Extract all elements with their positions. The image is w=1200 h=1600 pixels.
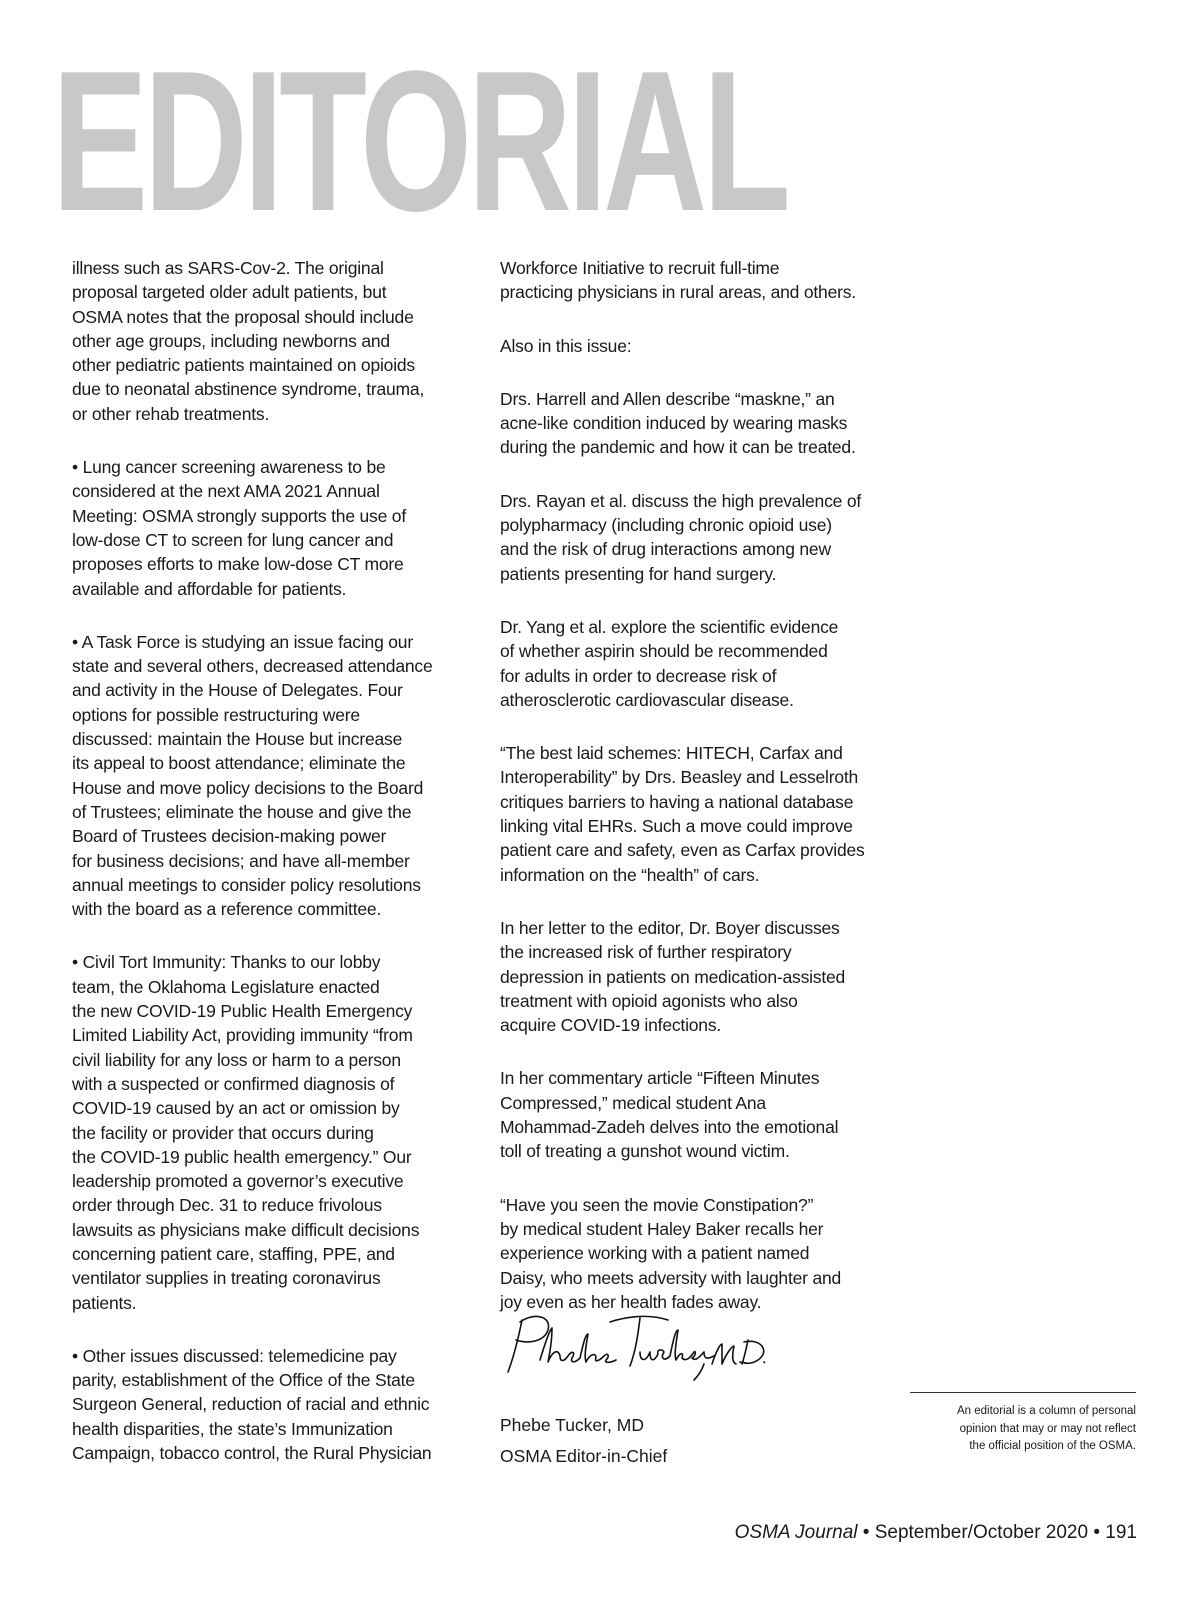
- editor-name: Phebe Tucker, MD: [500, 1415, 644, 1435]
- right-paragraph-8: In her commentary article “Fifteen Minutes Compressed,” medical student Ana Mohammad-Zadeh delves into the emotional toll of treating a gunshot wound victim.: [500, 1068, 839, 1162]
- section-masthead: EDITORIAL: [52, 30, 787, 253]
- right-paragraph-1: Workforce Initiative to recruit full-time practicing physicians in rural areas, and others.: [500, 258, 856, 303]
- footer-separator: •: [857, 1522, 875, 1543]
- left-paragraph-5: • Other issues discussed: telemedicine pay parity, establishment of the Office of the State Surgeon General, reduction of racial and ethnic health disparities, the state’s Immunization Campaign, tobacco control, the Rural Physician: [72, 1345, 432, 1464]
- left-column: [72, 256, 467, 1494]
- left-paragraph-3: • A Task Force is studying an issue facing our state and several others, decreased attendance and activity in the House of Delegates. Four options for possible restructuring were discussed: maintain the House but increase its appeal to boost attendance; eliminate the House and move policy decisions to the Board of Trustees; eliminate the house and give the Board of Trustees decision-making power for business decisions; and have all-member annual meetings to consider policy resolutions with the board as a reference committee.: [72, 631, 433, 920]
- issue-date: September/October 2020: [874, 1522, 1089, 1543]
- footer-separator-2: •: [1088, 1522, 1106, 1543]
- right-paragraph-6: “The best laid schemes: HITECH, Carfax and Interoperability” by Drs. Beasley and Lesselroth critiques barriers to having a national database linking vital EHRs. Such a move could improve patient care and safety, even as Carfax provides information on the “health” of cars.: [500, 743, 865, 885]
- journal-name: OSMA Journal: [734, 1522, 858, 1543]
- left-paragraph-1: illness such as SARS-Cov-2. The original proposal targeted older adult patients, but OSMA notes that the proposal should include other age groups, including newborns and other pediatric patients maintained on opioids due to neonatal abstinence syndrome, trauma, or other rehab treatments.: [72, 258, 425, 424]
- right-column: [500, 256, 900, 1343]
- right-paragraph-4: Drs. Rayan et al. discuss the high prevalence of polypharmacy (including chronic opioid use) and the risk of drug interactions among new patients presenting for hand surgery.: [500, 490, 862, 584]
- page-number: 191: [1105, 1522, 1137, 1543]
- right-paragraph-5: Dr. Yang et al. explore the scientific evidence of whether aspirin should be recommended for adults in order to decrease risk of atherosclerotic cardiovascular disease.: [500, 616, 839, 710]
- right-paragraph-7: In her letter to the editor, Dr. Boyer discusses the increased risk of further respiratory depression in patients on medication-assisted treatment with opioid agonists who also acquire COVID-19 infections.: [500, 917, 846, 1036]
- handwritten-signature: [500, 1300, 770, 1390]
- right-paragraph-2: Also in this issue:: [500, 335, 632, 356]
- right-paragraph-3: Drs. Harrell and Allen describe “maskne,” an acne-like condition induced by wearing masks during the pandemic and how it can be treated.: [500, 388, 856, 458]
- editorial-disclaimer: An editorial is a column of personal opinion that may or may not reflect the official position of the OSMA.: [910, 1392, 1136, 1456]
- left-paragraph-2: • Lung cancer screening awareness to be considered at the next AMA 2021 Annual Meeting: OSMA strongly supports the use of low-dose CT to screen for lung cancer and proposes efforts to make low-dose CT more available and affordable for patients.: [72, 457, 406, 599]
- right-paragraph-9: “Have you seen the movie Constipation?” by medical student Haley Baker recalls her experience working with a patient named Daisy, who meets adversity with laughter and joy even as her health fades away.: [500, 1194, 842, 1312]
- page-footer: [735, 1522, 1137, 1544]
- left-paragraph-4: • Civil Tort Immunity: Thanks to our lobby team, the Oklahoma Legislature enacted the new COVID-19 Public Health Emergency Limited Liability Act, providing immunity “from civil liability for any loss or harm to a person with a suspected or confirmed diagnosis of COVID-19 caused by an act or omission by the facility or provider that occurs during the COVID-19 public health emergency.” Our leadership promoted a governor’s executive order through Dec. 31 to reduce frivolous lawsuits as physicians make difficult decisions concerning patient care, staffing, PPE, and ventilator supplies in treating coronavirus patients.: [72, 952, 420, 1313]
- signature-block: [500, 1410, 667, 1472]
- editor-title: OSMA Editor-in-Chief: [500, 1446, 668, 1466]
